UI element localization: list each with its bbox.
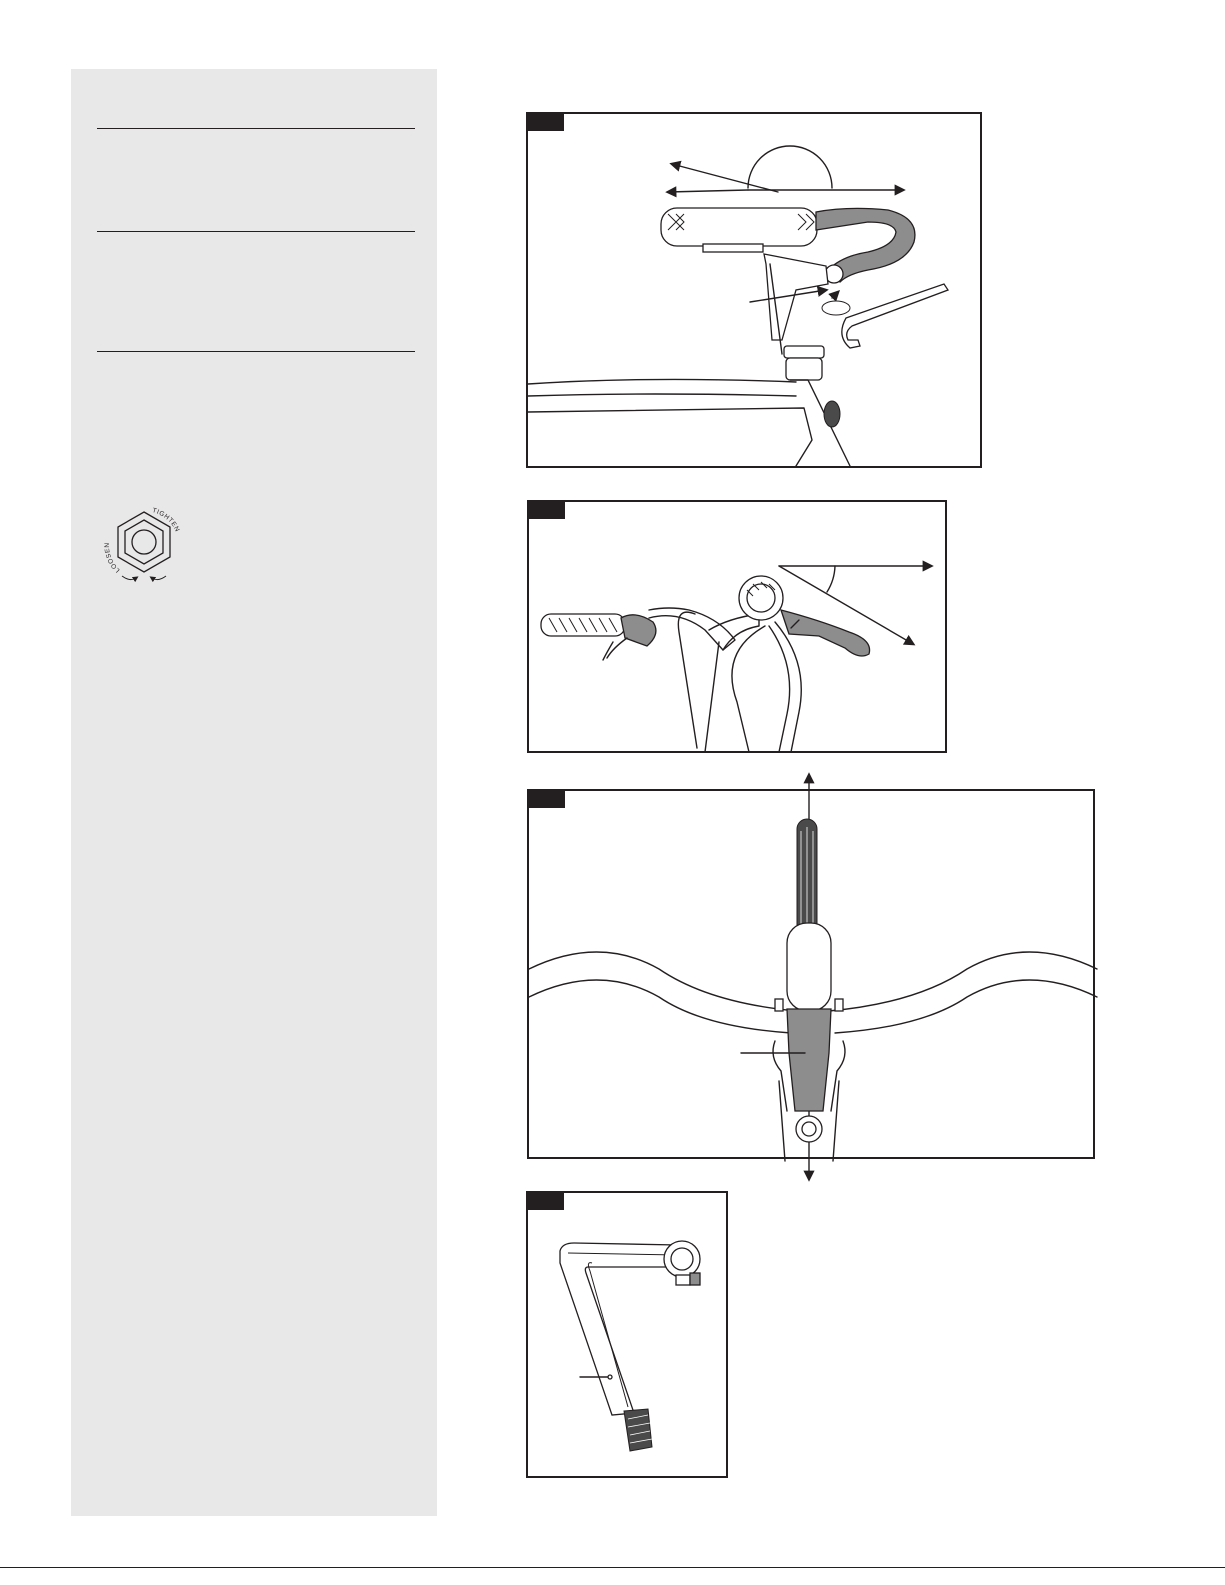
nut-icon — [94, 500, 194, 592]
section-divider — [97, 351, 415, 352]
figure-handlebar-angle — [526, 112, 982, 468]
handlebar-angle-illustration — [528, 114, 984, 470]
section-divider — [97, 128, 415, 129]
page-footer-rule — [0, 1567, 1225, 1568]
figure-quill-stem — [526, 1191, 728, 1478]
loosen-label: LOOSEN — [103, 542, 122, 574]
quill-stem-illustration — [528, 1193, 730, 1480]
figure-brake-lever-angle — [527, 500, 947, 753]
tighten-label: TIGHTEN — [151, 507, 181, 534]
figure-stem-alignment — [527, 789, 1095, 1159]
section-divider — [97, 231, 415, 232]
sidebar-panel — [71, 69, 437, 1516]
brake-lever-illustration — [529, 502, 949, 755]
stem-alignment-illustration — [529, 791, 1097, 1161]
